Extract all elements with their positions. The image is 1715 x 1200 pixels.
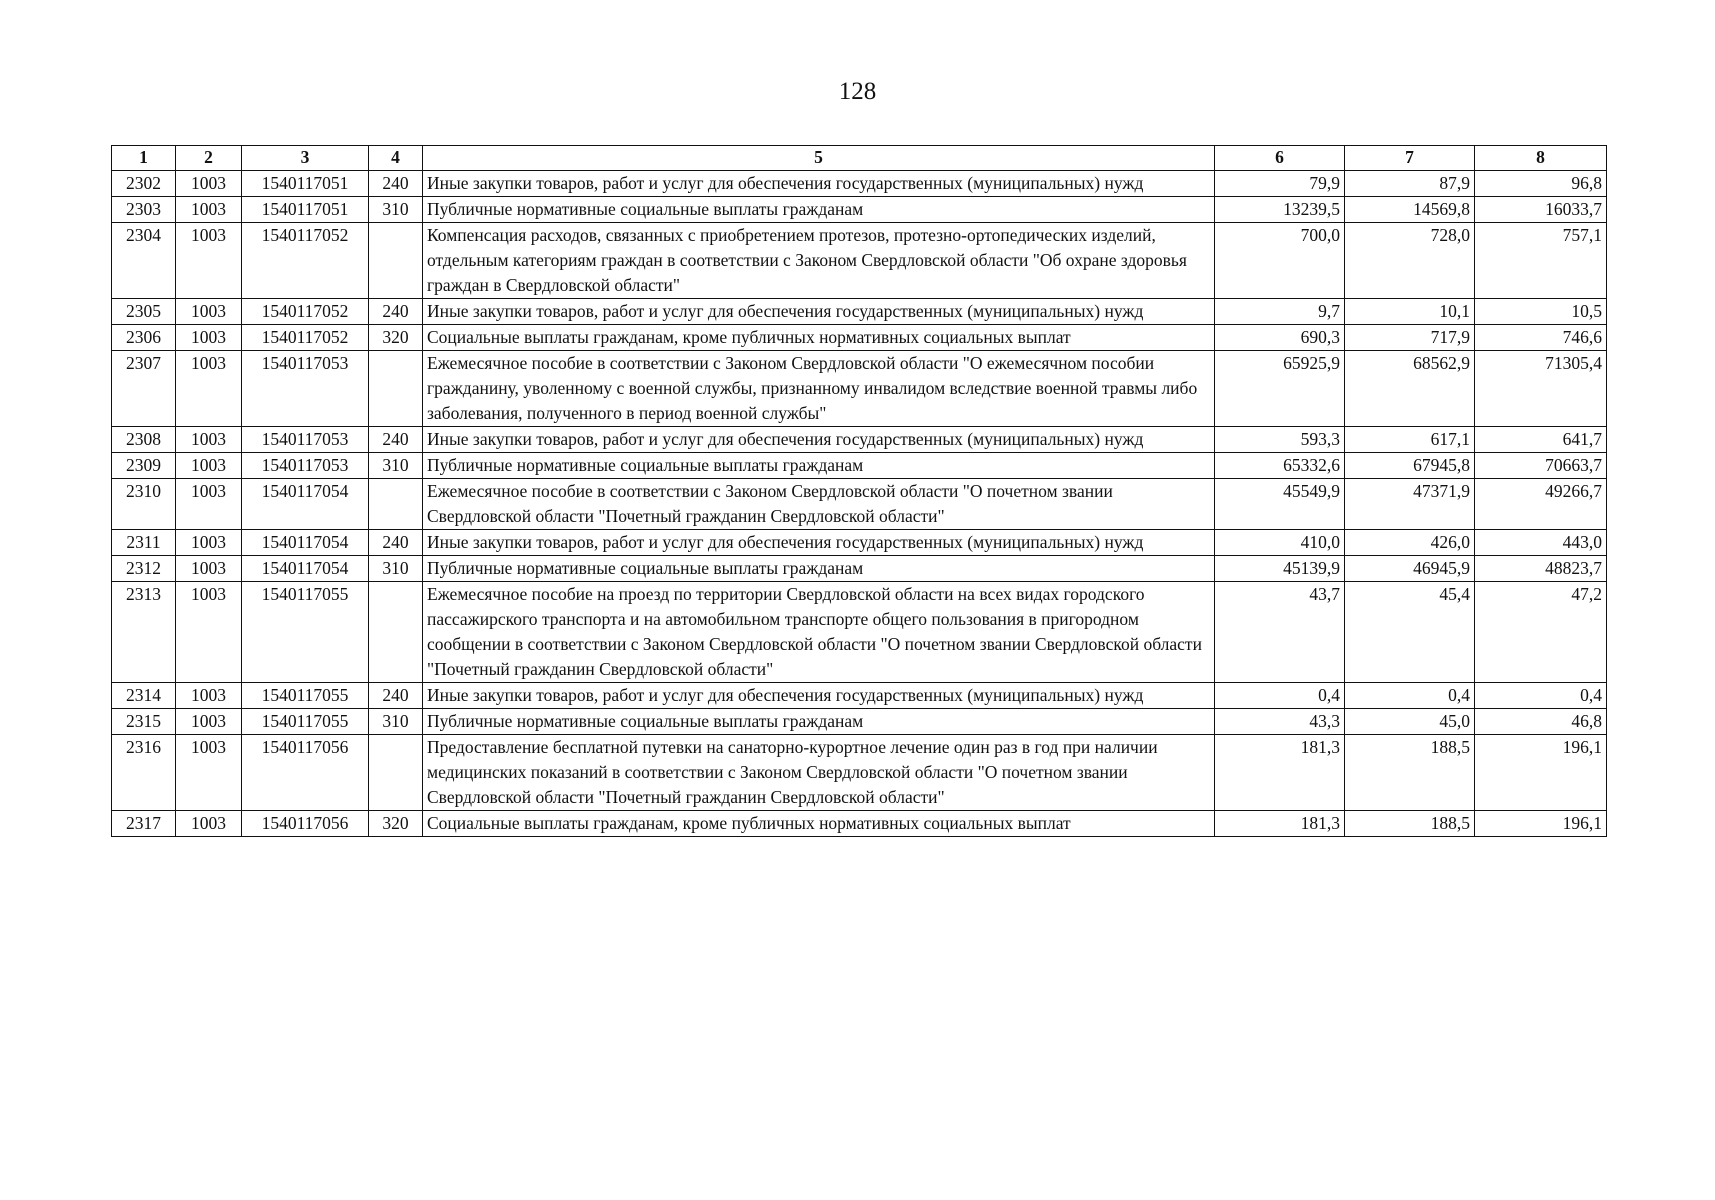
row-number-cell: 2305	[112, 299, 176, 325]
expense-kind-cell	[369, 223, 423, 299]
amount-col6-cell: 700,0	[1215, 223, 1345, 299]
amount-col6-cell: 45139,9	[1215, 556, 1345, 582]
amount-col7-cell: 45,0	[1345, 709, 1475, 735]
expense-kind-cell: 320	[369, 325, 423, 351]
section-code-cell: 1003	[176, 223, 242, 299]
target-article-cell: 1540117051	[242, 171, 369, 197]
amount-col8-cell: 196,1	[1475, 735, 1607, 811]
target-article-cell: 1540117052	[242, 223, 369, 299]
amount-col7-cell: 426,0	[1345, 530, 1475, 556]
amount-col7-cell: 87,9	[1345, 171, 1475, 197]
column-header: 1	[112, 146, 176, 171]
table-row	[112, 299, 1607, 325]
page-number: 128	[838, 78, 877, 105]
amount-col6-cell: 43,3	[1215, 709, 1345, 735]
section-code-cell: 1003	[176, 582, 242, 683]
section-code-cell: 1003	[176, 453, 242, 479]
row-number-cell: 2308	[112, 427, 176, 453]
amount-col8-cell: 48823,7	[1475, 556, 1607, 582]
amount-col6-cell: 410,0	[1215, 530, 1345, 556]
amount-col6-cell: 181,3	[1215, 735, 1345, 811]
description-cell: Иные закупки товаров, работ и услуг для обеспечения государственных (муниципальных) нужд	[423, 299, 1215, 325]
amount-col7-cell: 45,4	[1345, 582, 1475, 683]
description-cell: Компенсация расходов, связанных с приобретением протезов, протезно-ортопедических изделий, отдельным категориям граждан в соответствии с Законом Свердловской области "Об охране здоровья граждан в Свердловской области"	[423, 223, 1215, 299]
amount-col8-cell: 70663,7	[1475, 453, 1607, 479]
expense-kind-cell	[369, 735, 423, 811]
row-number-cell: 2312	[112, 556, 176, 582]
description-cell: Иные закупки товаров, работ и услуг для обеспечения государственных (муниципальных) нужд	[423, 530, 1215, 556]
column-header: 2	[176, 146, 242, 171]
description-cell: Публичные нормативные социальные выплаты гражданам	[423, 453, 1215, 479]
target-article-cell: 1540117053	[242, 453, 369, 479]
row-number-cell: 2311	[112, 530, 176, 556]
expense-kind-cell: 240	[369, 683, 423, 709]
amount-col7-cell: 188,5	[1345, 811, 1475, 837]
amount-col7-cell: 10,1	[1345, 299, 1475, 325]
expense-kind-cell	[369, 351, 423, 427]
row-number-cell: 2317	[112, 811, 176, 837]
amount-col7-cell: 68562,9	[1345, 351, 1475, 427]
column-header: 4	[369, 146, 423, 171]
amount-col7-cell: 717,9	[1345, 325, 1475, 351]
amount-col8-cell: 16033,7	[1475, 197, 1607, 223]
target-article-cell: 1540117056	[242, 811, 369, 837]
target-article-cell: 1540117051	[242, 197, 369, 223]
section-code-cell: 1003	[176, 479, 242, 530]
column-header: 5	[423, 146, 1215, 171]
target-article-cell: 1540117055	[242, 582, 369, 683]
expense-kind-cell: 240	[369, 530, 423, 556]
description-cell: Публичные нормативные социальные выплаты гражданам	[423, 197, 1215, 223]
description-cell: Социальные выплаты гражданам, кроме публичных нормативных социальных выплат	[423, 325, 1215, 351]
row-number-cell: 2302	[112, 171, 176, 197]
target-article-cell: 1540117054	[242, 530, 369, 556]
table-row	[112, 479, 1607, 530]
row-number-cell: 2304	[112, 223, 176, 299]
section-code-cell: 1003	[176, 530, 242, 556]
amount-col8-cell: 746,6	[1475, 325, 1607, 351]
target-article-cell: 1540117052	[242, 299, 369, 325]
amount-col6-cell: 593,3	[1215, 427, 1345, 453]
amount-col8-cell: 46,8	[1475, 709, 1607, 735]
description-cell: Иные закупки товаров, работ и услуг для обеспечения государственных (муниципальных) нужд	[423, 427, 1215, 453]
target-article-cell: 1540117053	[242, 427, 369, 453]
description-cell: Социальные выплаты гражданам, кроме публичных нормативных социальных выплат	[423, 811, 1215, 837]
amount-col8-cell: 757,1	[1475, 223, 1607, 299]
row-number-cell: 2309	[112, 453, 176, 479]
amount-col7-cell: 46945,9	[1345, 556, 1475, 582]
section-code-cell: 1003	[176, 427, 242, 453]
column-header: 6	[1215, 146, 1345, 171]
amount-col6-cell: 9,7	[1215, 299, 1345, 325]
description-cell: Иные закупки товаров, работ и услуг для обеспечения государственных (муниципальных) нужд	[423, 683, 1215, 709]
column-header: 7	[1345, 146, 1475, 171]
section-code-cell: 1003	[176, 351, 242, 427]
amount-col7-cell: 728,0	[1345, 223, 1475, 299]
amount-col7-cell: 47371,9	[1345, 479, 1475, 530]
expense-kind-cell: 240	[369, 171, 423, 197]
row-number-cell: 2310	[112, 479, 176, 530]
section-code-cell: 1003	[176, 556, 242, 582]
table-row	[112, 171, 1607, 197]
amount-col6-cell: 79,9	[1215, 171, 1345, 197]
row-number-cell: 2306	[112, 325, 176, 351]
table-row	[112, 735, 1607, 811]
column-header: 3	[242, 146, 369, 171]
table-row	[112, 453, 1607, 479]
row-number-cell: 2315	[112, 709, 176, 735]
description-cell: Иные закупки товаров, работ и услуг для обеспечения государственных (муниципальных) нужд	[423, 171, 1215, 197]
section-code-cell: 1003	[176, 171, 242, 197]
section-code-cell: 1003	[176, 299, 242, 325]
target-article-cell: 1540117056	[242, 735, 369, 811]
amount-col8-cell: 10,5	[1475, 299, 1607, 325]
amount-col6-cell: 181,3	[1215, 811, 1345, 837]
amount-col8-cell: 49266,7	[1475, 479, 1607, 530]
amount-col8-cell: 196,1	[1475, 811, 1607, 837]
target-article-cell: 1540117052	[242, 325, 369, 351]
amount-col6-cell: 13239,5	[1215, 197, 1345, 223]
amount-col6-cell: 45549,9	[1215, 479, 1345, 530]
amount-col6-cell: 690,3	[1215, 325, 1345, 351]
amount-col7-cell: 67945,8	[1345, 453, 1475, 479]
section-code-cell: 1003	[176, 811, 242, 837]
amount-col8-cell: 96,8	[1475, 171, 1607, 197]
expense-kind-cell	[369, 582, 423, 683]
table-row	[112, 556, 1607, 582]
row-number-cell: 2313	[112, 582, 176, 683]
table-row	[112, 683, 1607, 709]
table-header-row	[112, 146, 1607, 171]
table-row	[112, 530, 1607, 556]
description-cell: Публичные нормативные социальные выплаты гражданам	[423, 709, 1215, 735]
section-code-cell: 1003	[176, 683, 242, 709]
amount-col6-cell: 43,7	[1215, 582, 1345, 683]
table-body	[112, 171, 1607, 837]
row-number-cell: 2316	[112, 735, 176, 811]
amount-col7-cell: 617,1	[1345, 427, 1475, 453]
amount-col8-cell: 0,4	[1475, 683, 1607, 709]
amount-col8-cell: 443,0	[1475, 530, 1607, 556]
description-cell: Публичные нормативные социальные выплаты гражданам	[423, 556, 1215, 582]
section-code-cell: 1003	[176, 197, 242, 223]
row-number-cell: 2314	[112, 683, 176, 709]
table-row	[112, 709, 1607, 735]
amount-col6-cell: 65925,9	[1215, 351, 1345, 427]
table-row	[112, 811, 1607, 837]
amount-col7-cell: 14569,8	[1345, 197, 1475, 223]
table-row	[112, 223, 1607, 299]
section-code-cell: 1003	[176, 709, 242, 735]
table-row	[112, 197, 1607, 223]
table-row	[112, 351, 1607, 427]
target-article-cell: 1540117054	[242, 556, 369, 582]
amount-col8-cell: 71305,4	[1475, 351, 1607, 427]
target-article-cell: 1540117055	[242, 683, 369, 709]
expense-kind-cell: 310	[369, 709, 423, 735]
section-code-cell: 1003	[176, 735, 242, 811]
amount-col7-cell: 188,5	[1345, 735, 1475, 811]
target-article-cell: 1540117055	[242, 709, 369, 735]
target-article-cell: 1540117053	[242, 351, 369, 427]
expense-kind-cell: 320	[369, 811, 423, 837]
expense-kind-cell: 310	[369, 556, 423, 582]
amount-col8-cell: 47,2	[1475, 582, 1607, 683]
table-row	[112, 582, 1607, 683]
description-cell: Ежемесячное пособие на проезд по территории Свердловской области на всех видах городского пассажирского транспорта и на автомобильном транспорте общего пользования в пригородном сообщении в соответствии с Законом Свердловской области "О почетном звании Свердловской области "Почетный гражданин Свердловской области"	[423, 582, 1215, 683]
amount-col6-cell: 65332,6	[1215, 453, 1345, 479]
amount-col7-cell: 0,4	[1345, 683, 1475, 709]
row-number-cell: 2307	[112, 351, 176, 427]
description-cell: Ежемесячное пособие в соответствии с Законом Свердловской области "О почетном звании Свердловской области "Почетный гражданин Свердловской области"	[423, 479, 1215, 530]
expense-kind-cell	[369, 479, 423, 530]
table-row	[112, 427, 1607, 453]
table-row	[112, 325, 1607, 351]
amount-col8-cell: 641,7	[1475, 427, 1607, 453]
expense-kind-cell: 240	[369, 299, 423, 325]
expense-kind-cell: 240	[369, 427, 423, 453]
column-header: 8	[1475, 146, 1607, 171]
section-code-cell: 1003	[176, 325, 242, 351]
description-cell: Ежемесячное пособие в соответствии с Законом Свердловской области "О ежемесячном пособии гражданину, уволенному с военной службы, признанному инвалидом вследствие военной травмы либо заболевания, полученного в период военной службы"	[423, 351, 1215, 427]
expense-kind-cell: 310	[369, 453, 423, 479]
budget-table	[111, 145, 1607, 837]
amount-col6-cell: 0,4	[1215, 683, 1345, 709]
description-cell: Предоставление бесплатной путевки на санаторно-курортное лечение один раз в год при наличии медицинских показаний в соответствии с Законом Свердловской области "О почетном звании Свердловской области "Почетный гражданин Свердловской области"	[423, 735, 1215, 811]
target-article-cell: 1540117054	[242, 479, 369, 530]
row-number-cell: 2303	[112, 197, 176, 223]
expense-kind-cell: 310	[369, 197, 423, 223]
